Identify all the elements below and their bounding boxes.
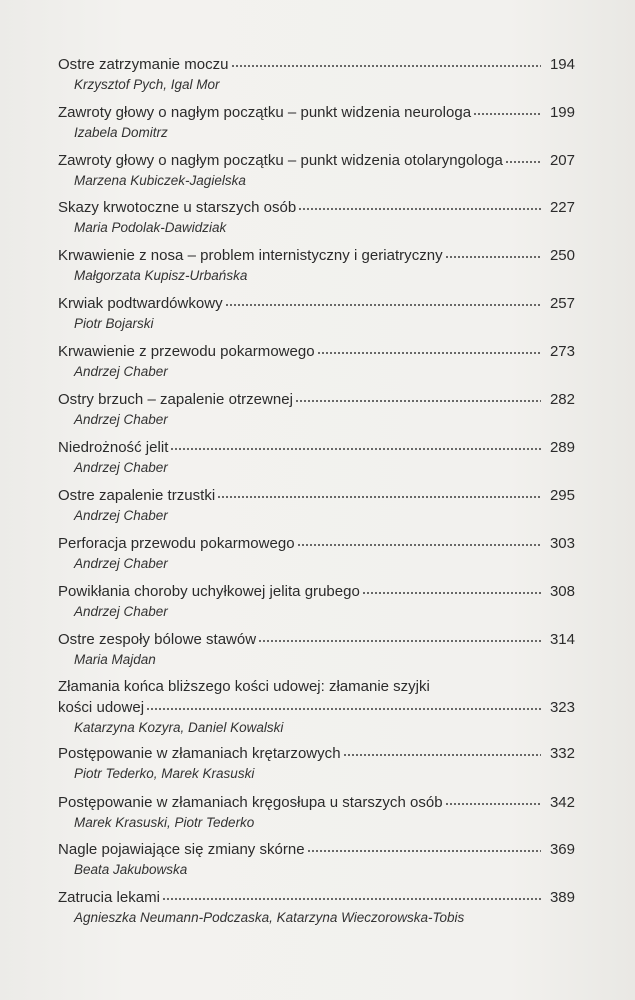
toc-line xyxy=(58,889,575,907)
entry-authors: Krzysztof Pych, Igal Mor xyxy=(74,77,220,92)
page-number: 250 xyxy=(549,247,575,264)
page-number: 308 xyxy=(549,583,575,600)
entry-title: Powikłania choroby uchyłkowej jelita grubego xyxy=(58,583,360,600)
entry-title: Postępowanie w złamaniach krętarzowych xyxy=(58,745,341,762)
entry-authors: Andrzej Chaber xyxy=(74,604,168,619)
toc-line xyxy=(58,535,575,553)
entry-title: Ostry brzuch – zapalenie otrzewnej xyxy=(58,391,293,408)
dot-leader xyxy=(473,113,541,115)
toc-entry xyxy=(58,841,575,878)
dot-leader xyxy=(362,592,541,594)
entry-authors: Małgorzata Kupisz-Urbańska xyxy=(74,268,248,283)
page-number: 194 xyxy=(549,56,575,73)
entry-title: Zatrucia lekami xyxy=(58,889,160,906)
entry-title-first-line: Złamania końca bliższego kości udowej: złamanie szyjki xyxy=(58,678,430,695)
toc-line xyxy=(58,631,575,649)
dot-leader xyxy=(146,708,541,710)
toc-line xyxy=(58,841,575,859)
toc-line xyxy=(58,152,575,170)
entry-title: Krwawienie z przewodu pokarmowego xyxy=(58,343,315,360)
toc-line xyxy=(58,343,575,361)
toc-entry xyxy=(58,247,575,284)
toc-line xyxy=(58,487,575,505)
page-number: 303 xyxy=(549,535,575,552)
toc-line xyxy=(58,439,575,457)
entry-authors: Andrzej Chaber xyxy=(74,556,168,571)
entry-authors: Andrzej Chaber xyxy=(74,364,168,379)
entry-authors: Andrzej Chaber xyxy=(74,508,168,523)
page-number: 314 xyxy=(549,631,575,648)
toc-entry xyxy=(58,889,575,926)
page-number: 323 xyxy=(549,699,575,716)
dot-leader xyxy=(445,256,541,258)
entry-title: Perforacja przewodu pokarmowego xyxy=(58,535,295,552)
toc-entry xyxy=(58,678,575,736)
entry-authors: Marek Krasuski, Piotr Tederko xyxy=(74,815,255,830)
page-number: 289 xyxy=(549,439,575,456)
toc-entry xyxy=(58,56,575,93)
dot-leader xyxy=(162,898,541,900)
toc-entry xyxy=(58,439,575,476)
dot-leader xyxy=(505,161,541,163)
dot-leader xyxy=(317,352,541,354)
page-number: 282 xyxy=(549,391,575,408)
entry-title: Krwiak podtwardówkowy xyxy=(58,295,223,312)
toc-line xyxy=(58,699,575,717)
entry-authors: Izabela Domitrz xyxy=(74,125,168,140)
toc-entry xyxy=(58,535,575,572)
entry-title: Skazy krwotoczne u starszych osób xyxy=(58,199,297,216)
entry-authors: Andrzej Chaber xyxy=(74,460,168,475)
page-number: 257 xyxy=(549,295,575,312)
dot-leader xyxy=(343,754,541,756)
entry-title: Ostre zespoły bólowe stawów xyxy=(58,631,257,648)
page-number: 295 xyxy=(549,487,575,504)
entry-authors: Agnieszka Neumann-Podczaska, Katarzyna Wieczorowska-Tobis xyxy=(74,910,465,925)
entry-authors: Maria Majdan xyxy=(74,652,156,667)
toc-line xyxy=(58,247,575,265)
dot-leader xyxy=(295,400,541,402)
toc-line xyxy=(58,391,575,409)
entry-authors: Beata Jakubowska xyxy=(74,862,188,877)
entry-title: Ostre zatrzymanie moczu xyxy=(58,56,229,73)
dot-leader xyxy=(225,304,541,306)
toc-entry xyxy=(58,295,575,332)
toc-entry xyxy=(58,104,575,141)
entry-authors: Piotr Tederko, Marek Krasuski xyxy=(74,766,255,781)
entry-authors: Katarzyna Kozyra, Daniel Kowalski xyxy=(74,720,284,735)
toc-line xyxy=(58,745,575,763)
page-number: 369 xyxy=(549,841,575,858)
toc-entry xyxy=(58,152,575,189)
dot-leader xyxy=(170,448,541,450)
entry-title: Ostre zapalenie trzustki xyxy=(58,487,216,504)
entry-authors: Piotr Bojarski xyxy=(74,316,154,331)
entry-title: Krwawienie z nosa – problem internistyczny i geriatryczny xyxy=(58,247,443,264)
entry-title: kości udowej xyxy=(58,699,145,716)
toc-entry xyxy=(58,391,575,428)
entry-authors: Marzena Kubiczek-Jagielska xyxy=(74,173,246,188)
dot-leader xyxy=(445,803,541,805)
entry-title: Zawroty głowy o nagłym początku – punkt widzenia neurologa xyxy=(58,104,472,121)
dot-leader xyxy=(258,640,541,642)
toc-line xyxy=(58,56,575,74)
entry-title: Zawroty głowy o nagłym początku – punkt widzenia otolaryngologa xyxy=(58,152,503,169)
toc-entry xyxy=(58,631,575,668)
toc-entry xyxy=(58,794,575,831)
toc-entry xyxy=(58,745,575,782)
toc-line xyxy=(58,199,575,217)
entry-title: Postępowanie w złamaniach kręgosłupa u starszych osób xyxy=(58,794,443,811)
dot-leader xyxy=(231,65,541,67)
entry-title: Niedrożność jelit xyxy=(58,439,169,456)
page-number: 273 xyxy=(549,343,575,360)
page-number: 207 xyxy=(549,152,575,169)
entry-authors: Maria Podolak-Dawidziak xyxy=(74,220,227,235)
page-number: 332 xyxy=(549,745,575,762)
dot-leader xyxy=(298,208,541,210)
toc-line xyxy=(58,794,575,812)
page-number: 342 xyxy=(549,794,575,811)
dot-leader xyxy=(307,850,541,852)
entry-authors: Andrzej Chaber xyxy=(74,412,168,427)
page-number: 227 xyxy=(549,199,575,216)
toc-line xyxy=(58,295,575,313)
toc-entry xyxy=(58,583,575,620)
toc-entry xyxy=(58,343,575,380)
toc-line xyxy=(58,104,575,122)
toc-line xyxy=(58,583,575,601)
entry-title: Nagle pojawiające się zmiany skórne xyxy=(58,841,305,858)
dot-leader xyxy=(217,496,541,498)
toc-entry xyxy=(58,487,575,524)
toc-entry xyxy=(58,199,575,236)
page-number: 199 xyxy=(549,104,575,121)
dot-leader xyxy=(297,544,541,546)
page-number: 389 xyxy=(549,889,575,906)
